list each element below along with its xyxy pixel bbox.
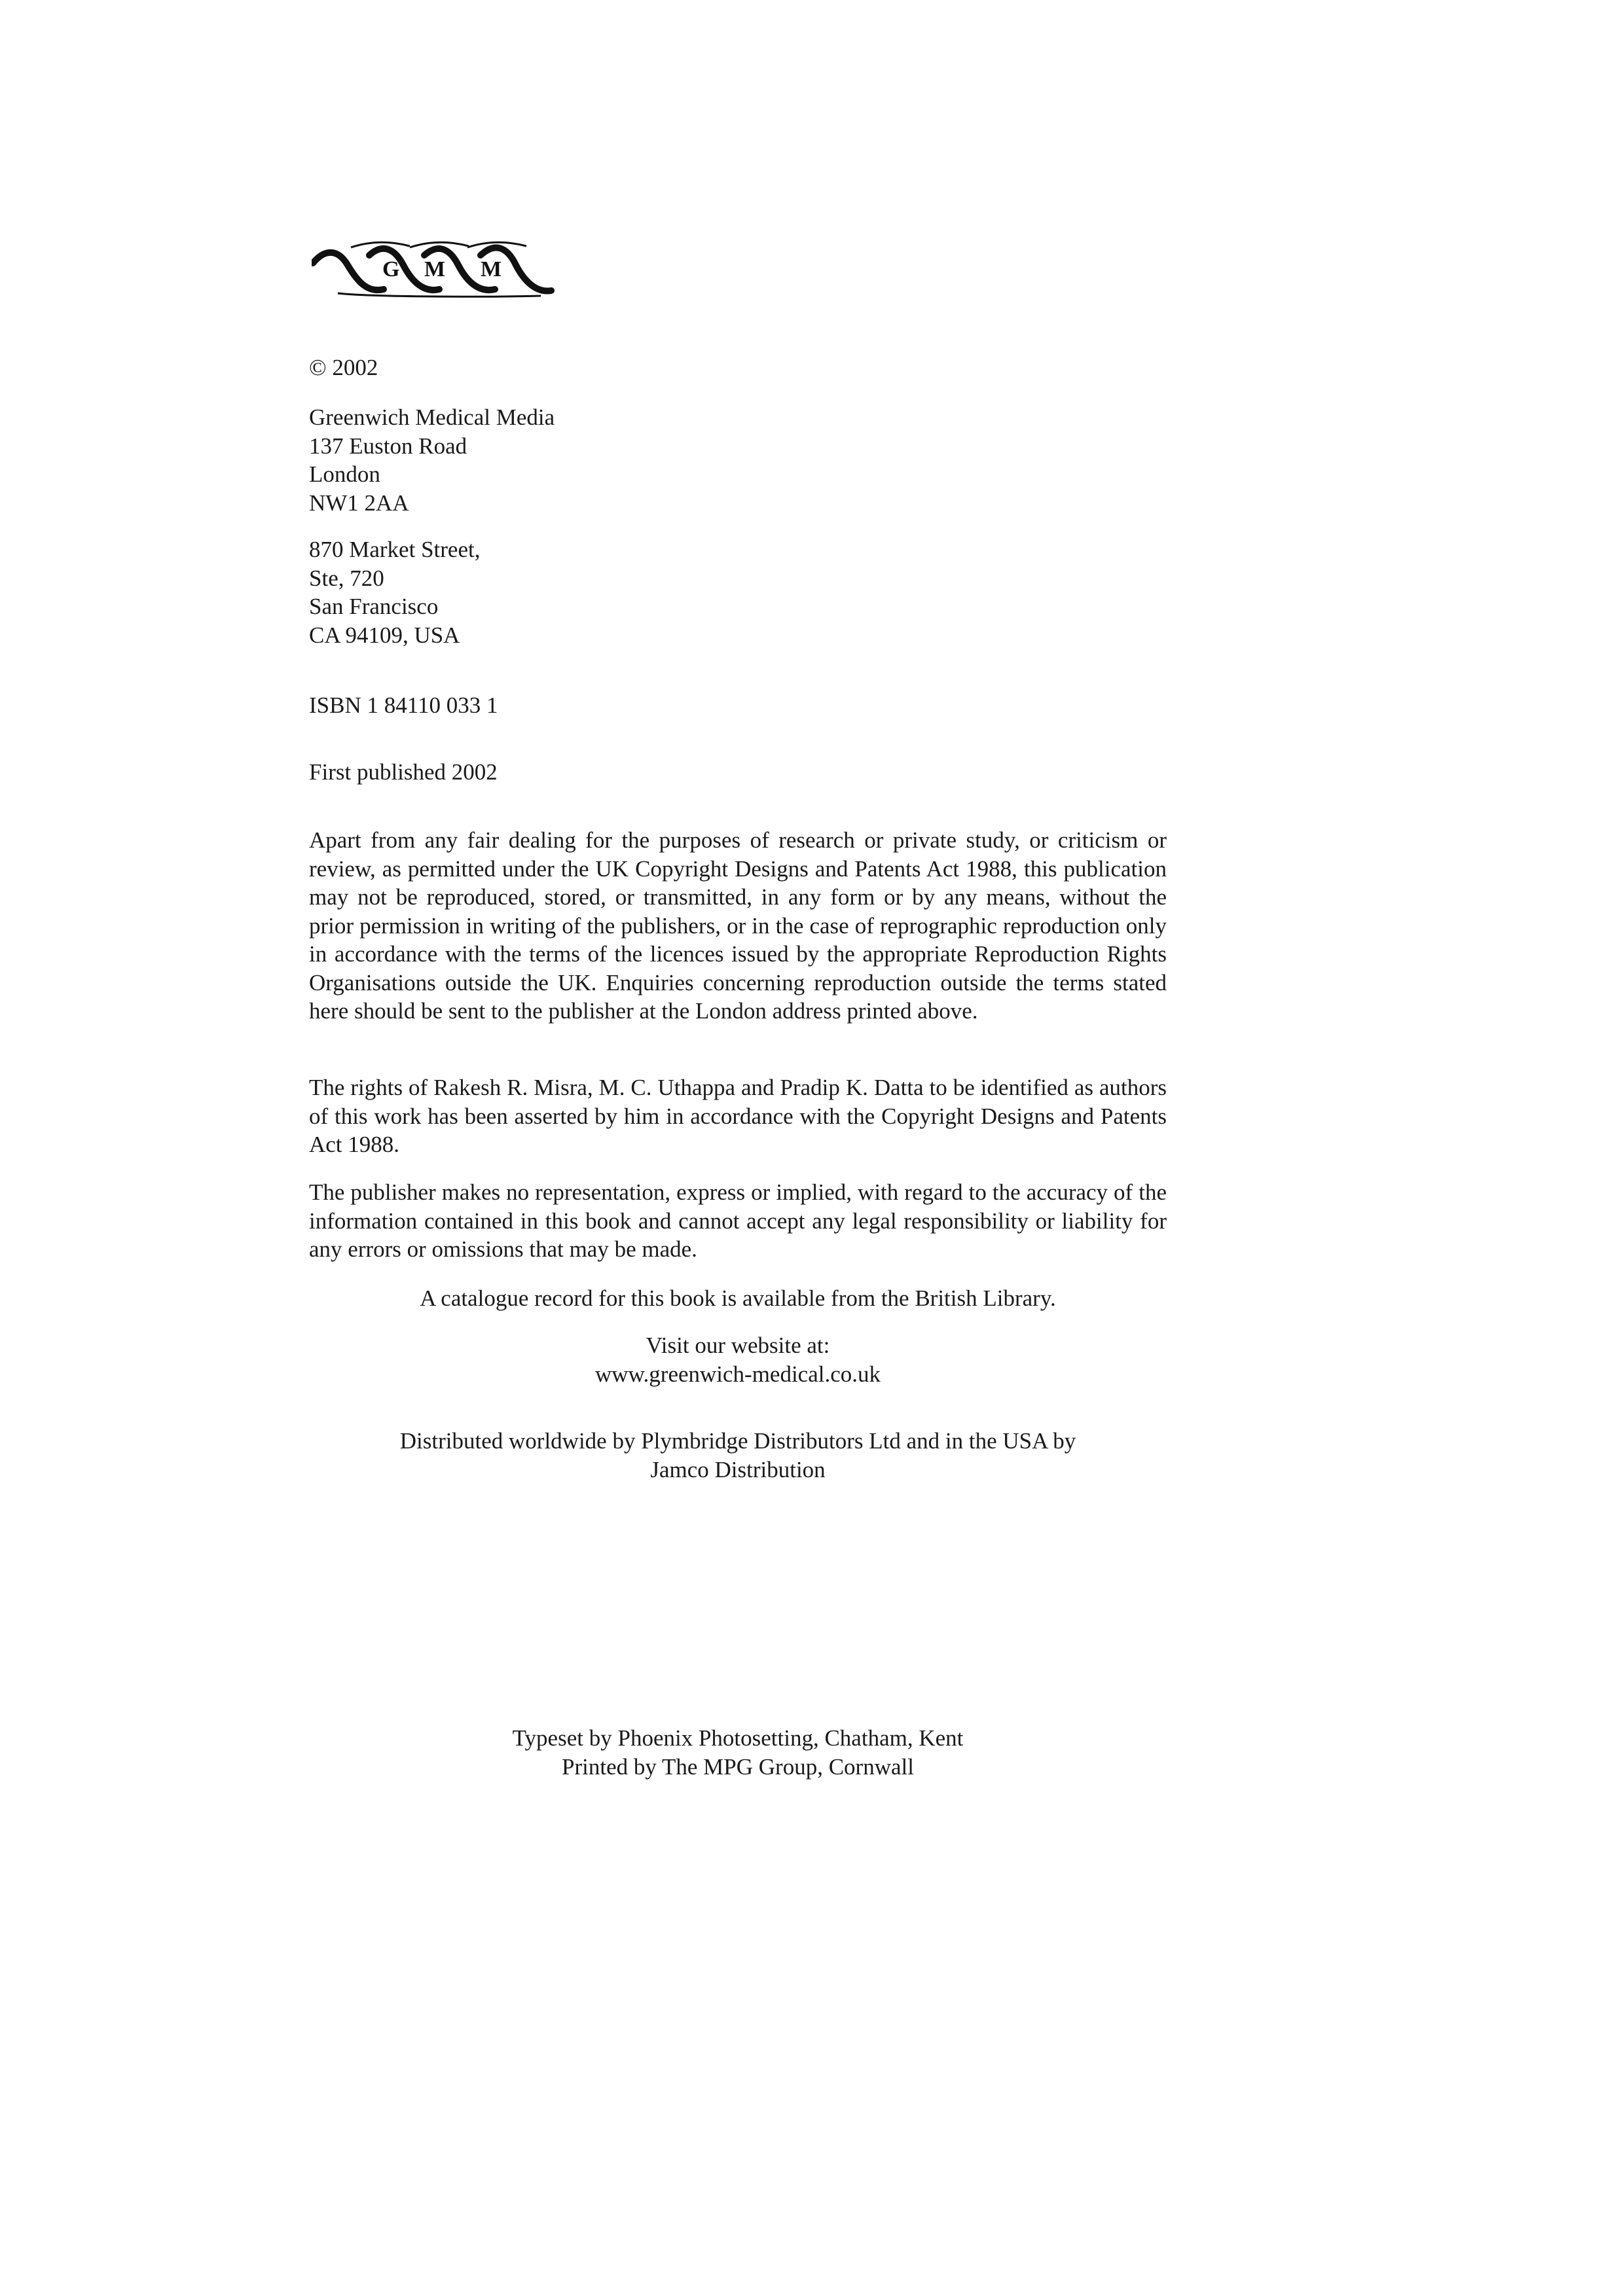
publisher-us-line: San Francisco (309, 594, 439, 619)
publisher-logo (312, 236, 555, 301)
typeset-line: Typeset by Phoenix Photosetting, Chatham, Kent (512, 1725, 964, 1751)
author-rights-paragraph: The rights of Rakesh R. Misra, M. C. Uthappa and Pradip K. Datta to be identified as authors of this work has been asserted by him in accordance with the Copyright Designs and Patents Act 1988. (309, 1075, 1167, 1157)
logo-letter-m1: M (424, 257, 446, 281)
publisher-us-address (309, 535, 480, 649)
publisher-us-line: Ste, 720 (309, 565, 384, 591)
dna-helix-logo-icon (312, 236, 555, 301)
typeset-block (309, 1724, 1167, 1781)
publisher-us-line: CA 94109, USA (309, 622, 460, 648)
catalogue-record: A catalogue record for this book is available from the British Library. (420, 1285, 1056, 1311)
distribution-line: Distributed worldwide by Plymbridge Distributors Ltd and in the USA by (399, 1428, 1076, 1454)
website-label: Visit our website at: (646, 1333, 830, 1358)
logo-letter-g: G (382, 257, 400, 281)
publisher-uk-line: 137 Euston Road (309, 433, 467, 459)
distribution-block (309, 1427, 1167, 1484)
printed-line: Printed by The MPG Group, Cornwall (562, 1753, 914, 1780)
publisher-uk-line: London (309, 461, 380, 487)
publisher-uk-line: NW1 2AA (309, 490, 409, 516)
publisher-us-line: 870 Market Street, (309, 537, 481, 562)
publisher-uk-line: Greenwich Medical Media (309, 404, 555, 430)
isbn: ISBN 1 84110 033 1 (309, 692, 498, 718)
logo-letter-m2: M (481, 257, 502, 281)
publisher-uk-address (309, 403, 555, 517)
fair-dealing-paragraph: Apart from any fair dealing for the purposes of research or private study, or criticism or review, as permitted under the UK Copyright Designs and Patents Act 1988, this publication may not be reproduced, stored, or transmitted, in any form or by any means, without the prior permission in writing of the publishers, or in the case of reprographic reproduction only in accordance with the terms of the licences issued by the appropriate Reproduction Rights Organisations outside the UK. Enquiries concerning reproduction outside the terms stated here should be sent to the publisher at the London address printed above. (309, 827, 1167, 1024)
disclaimer-paragraph: The publisher makes no representation, express or implied, with regard to the accuracy of the information contained in this book and cannot accept any legal responsibility or liability for any errors or omissions that may be made. (309, 1179, 1167, 1262)
website-url[interactable]: www.greenwich-medical.co.uk (594, 1361, 881, 1387)
website-block (309, 1331, 1167, 1388)
first-published: First published 2002 (309, 759, 498, 785)
distribution-line: Jamco Distribution (650, 1456, 826, 1482)
copyright-line: © 2002 (309, 355, 378, 380)
